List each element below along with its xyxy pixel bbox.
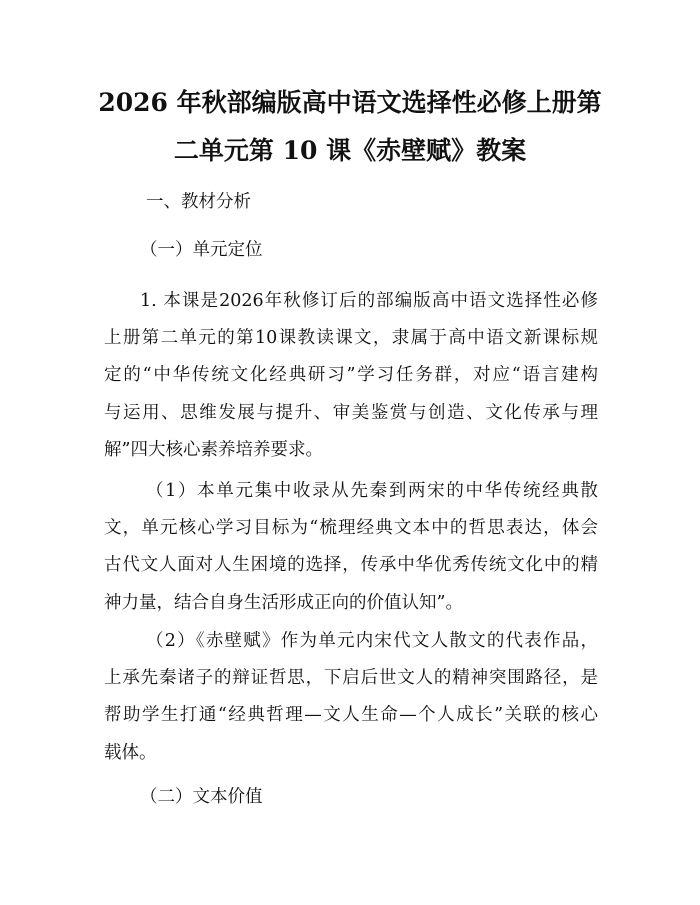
paragraph-text-role: [104, 623, 598, 772]
section-heading-textbook-analysis: 一、教材分析: [146, 192, 251, 212]
paragraph-line: 古代文人面对人生困境的选择，传承中华优秀传统文化中的精: [104, 555, 598, 576]
paragraph-line: 帮助学生打通“经典哲理—文人生命—个人成长”关联的核心: [104, 705, 598, 726]
paragraph-line: 载体。: [104, 742, 157, 763]
paragraph-line: 与运用、思维发展与提升、审美鉴赏与创造、文化传承与理: [104, 402, 598, 423]
document-title-line-2: 二单元第 10 课《赤壁赋》教案: [173, 136, 527, 165]
paragraph-line: 1. 本课是2026年秋修订后的部编版高中语文选择性必修: [140, 291, 598, 311]
paragraph-line: （1）本单元集中收录从先秦到两宋的中华传统经典散: [146, 481, 598, 501]
paragraph-course-overview: [104, 283, 598, 469]
paragraph-unit-goals: [104, 473, 598, 622]
paragraph-line: 定的“中华传统文化经典研习”学习任务群，对应“语言建构: [104, 365, 598, 386]
paragraph-line: 文，单元核心学习目标为“梳理经典文本中的哲思表达，体会: [104, 518, 598, 539]
paragraph-line: 上册第二单元的第10课教读课文，隶属于高中语文新课标规: [104, 328, 598, 349]
document-title-line-1: 2026 年秋部编版高中语文选择性必修上册第: [98, 88, 602, 117]
paragraph-line: 解”四大核心素养培养要求。: [104, 439, 323, 460]
subsection-heading-text-value: （二）文本价值: [140, 787, 263, 807]
subsection-heading-unit-positioning: （一）单元定位: [140, 240, 263, 260]
paragraph-line: 上承先秦诸子的辩证哲思，下启后世文人的精神突围路径，是: [104, 668, 598, 689]
paragraph-line: 神力量，结合自身生活形成正向的价值认知”。: [104, 592, 463, 613]
paragraph-line: （2）《赤壁赋》作为单元内宋代文人散文的代表作品，: [146, 631, 598, 651]
